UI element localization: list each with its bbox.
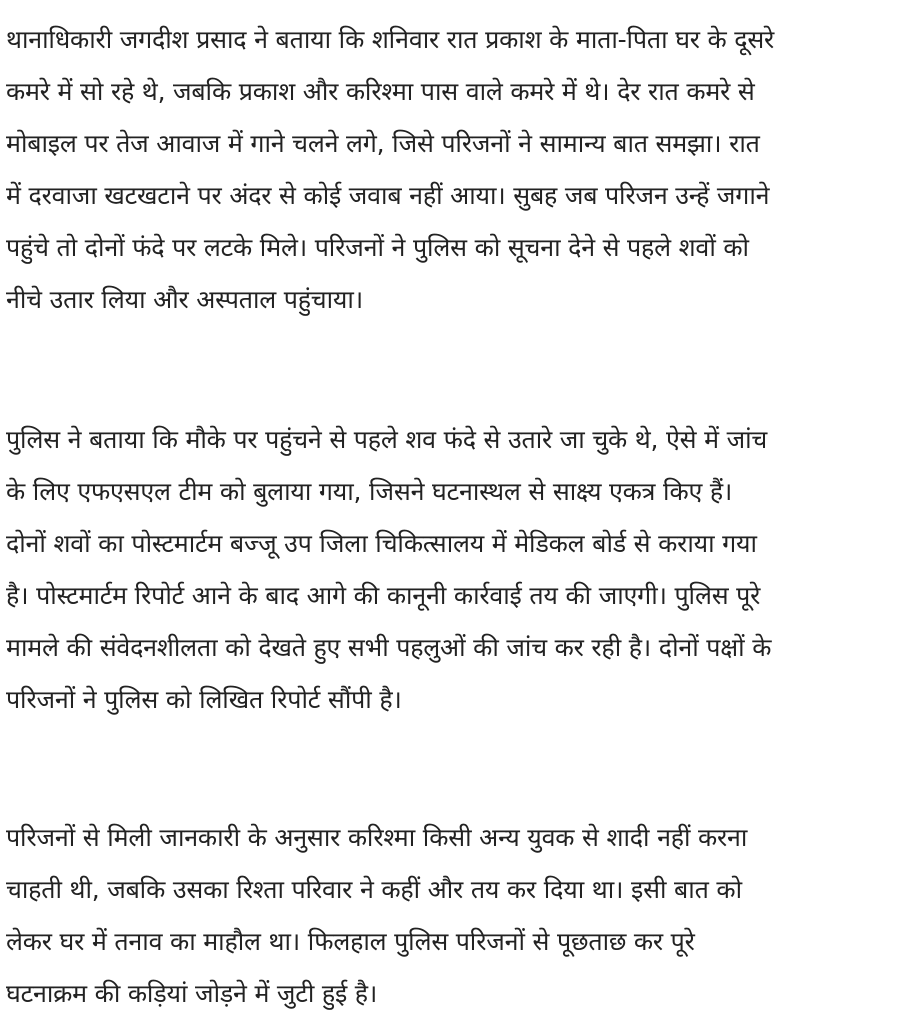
text-line: में दरवाजा खटखटाने पर अंदर से कोई जवाब नहीं आया। सुबह जब परिजन उन्हें जगाने [6,181,770,210]
text-line: दोनों शवों का पोस्टमार्टम बज्जू उप जिला चिकित्सालय में मेडिकल बोर्ड से कराया गया [6,529,757,558]
paragraph-3 [6,812,747,1020]
text-line: नीचे उतार लिया और अस्पताल पहुंचाया। [6,285,363,314]
text-line: थानाधिकारी जगदीश प्रसाद ने बताया कि शनिवार रात प्रकाश के माता-पिता घर के दूसरे [6,25,775,54]
paragraph-1 [6,14,774,326]
paragraph-2 [6,414,771,726]
text-line: लेकर घर में तनाव का माहौल था। फिलहाल पुलिस परिजनों से पूछताछ कर पूरे [6,927,695,956]
text-line: के लिए एफएसएल टीम को बुलाया गया, जिसने घटनास्थल से साक्ष्य एकत्र किए हैं। [6,477,733,506]
text-line: कमरे में सो रहे थे, जबकि प्रकाश और करिश्मा पास वाले कमरे में थे। देर रात कमरे से [6,77,755,106]
text-line: परिजनों से मिली जानकारी के अनुसार करिश्मा किसी अन्य युवक से शादी नहीं करना [6,823,748,852]
text-line: मोबाइल पर तेज आवाज में गाने चलने लगे, जिसे परिजनों ने सामान्य बात समझा। रात [6,129,760,158]
text-line: है। पोस्टमार्टम रिपोर्ट आने के बाद आगे की कानूनी कार्रवाई तय की जाएगी। पुलिस पूरे [6,581,761,610]
text-line: घटनाक्रम की कड़ियां जोड़ने में जुटी हुई है। [6,979,378,1008]
text-line: मामले की संवेदनशीलता को देखते हुए सभी पहलुओं की जांच कर रही है। दोनों पक्षों के [6,633,772,662]
text-line: पहुंचे तो दोनों फंदे पर लटके मिले। परिजनों ने पुलिस को सूचना देने से पहले शवों को [6,233,749,262]
text-line: परिजनों ने पुलिस को लिखित रिपोर्ट सौंपी है। [6,685,402,714]
text-line: चाहती थी, जबकि उसका रिश्ता परिवार ने कहीं और तय कर दिया था। इसी बात को [6,875,742,904]
text-line: पुलिस ने बताया कि मौके पर पहुंचने से पहले शव फंदे से उतारे जा चुके थे, ऐसे में जांच [6,425,768,454]
